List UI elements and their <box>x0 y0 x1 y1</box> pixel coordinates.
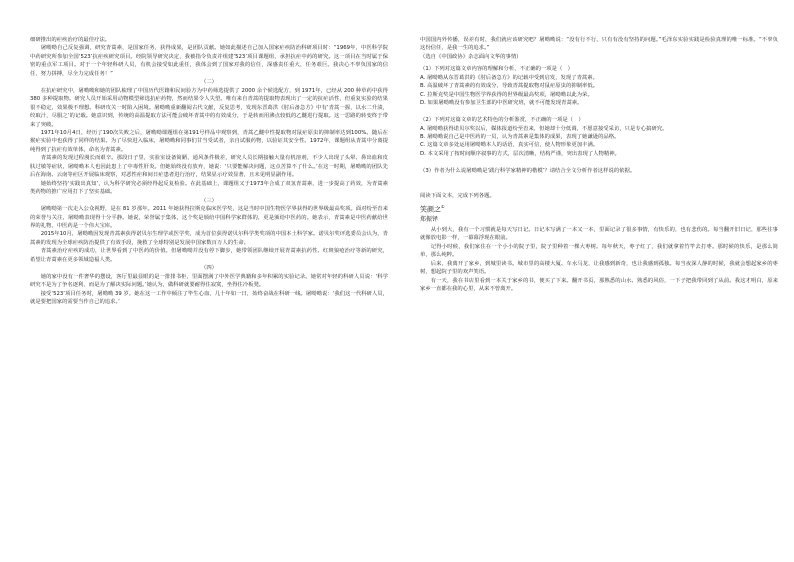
question-3-stem: （3）作者为什么说屠呦呦是‘践行科学家精神的楷模’？请结合全文分析作者这样说的依据。 <box>420 167 636 174</box>
piece-body <box>420 226 778 294</box>
paragraph: 青蒿素治疗疟疾的成功，让世界看到了中医药的价值。但屠呦呦并没有停下脚步，她带领团队继续开展青蒿素抗药性、红斑狼疮治疗等新的研究，希望让青蒿素在更多领域造福人类。 <box>30 248 388 263</box>
question-1-option-d: D. 如果屠呦呦没有参加卫生部的中医研究班，就不可能发现青蒿素。 <box>420 100 583 107</box>
question-1-option-a: A. 屠呦呦从东晋葛洪的《肘后备急方》的记载中受到启发，发现了青蒿素。 <box>420 74 598 81</box>
piece-title-footnote: ① <box>441 203 445 209</box>
paragraph: 1971年10月4日，经历了190次失败之后，屠呦呦课题组在第191号样品中观察到，青蒿乙醚中性提取物对鼠疟原虫的抑制率达到100%。随后在猴疟实验中也获得了同样的结果。为了尽快进入临床，屠呦呦和同事们甘当受试者，亲自试服药物，以验证其安全性。1972年，课题组从青蒿中分离提纯得到了抗疟有效单体，命名为青蒿素。 <box>30 129 388 153</box>
reading-excerpt-end <box>420 36 778 61</box>
paragraph: （选自《中国政协》杂志面向文华的事情） <box>420 53 522 60</box>
paragraph: 中国国内外传播，误差有时，我们就应该研究吧？屠呦呦说：“没有行不行，只有有没有坚持的问题。”毛泽东实验实践是检验真理的唯一标准。“不辜负这份信任，是我一生的追求。” <box>420 37 778 52</box>
question-2-options <box>420 125 778 159</box>
question-2-option-c: C. 这篇文章多处运用屠呦呦本人的话语，真实可信，使人物形象更加丰满。 <box>420 142 599 149</box>
question-1-stem: （1）下列对这篇文章内容的理解和分析，不正确的一项是（ ） <box>420 66 574 73</box>
paragraph: 2015年10月，屠呦呦因发现青蒿素获得诺贝尔生理学或医学奖，成为首位获得诺贝尔科学类奖项的中国本土科学家。诺贝尔奖评选委员会认为，青蒿素的发现为全球疟疾防治提供了有效手段，挽救了全球特别是发展中国家数百万人的生命。 <box>30 231 388 246</box>
piece-paragraph: 后来，我离开了家乡，到城里读书。城市里的高楼大厦、车水马龙，让我感到新奇，也让我感到孤独。每当夜深人静的时候，我就会想起家乡的枣树，想起院子里的欢声笑语。 <box>420 260 778 276</box>
paragraph: 她始终坚持‘实践出真知’，认为科学研究必须经得起反复检验。在此基础上，课题组又于1973年合成了双氢青蒿素，进一步提高了药效，为青蒿素类药物的推广应用打下了坚实基础。 <box>30 180 388 196</box>
question-3 <box>420 167 778 175</box>
question-1-options <box>420 74 778 108</box>
piece-title-text: 笑颜之 <box>420 204 441 213</box>
right-column <box>420 36 778 552</box>
piece-paragraph: 有一天，我在书店里看到一本关于家乡的书，便买了下来。翻开书页，那熟悉的山水、熟悉的风俗，一下子把我带回到了从前。我这才明白，原来家乡一直都在我的心里，从来不曾离开。 <box>420 277 778 293</box>
question-2 <box>420 116 778 158</box>
question-2-stem: （2）下列对这篇文章的艺术特色的分析鉴赏，不正确的一项是（ ） <box>420 117 584 124</box>
section-number: （四） <box>200 265 218 272</box>
paragraph: 她的家中没有一件奢华的摆设，客厅里最显眼的是一排排书柜，里面摆满了中外医学典籍和多年积累的实验记录。她常对年轻的科研人员说：‘科学研究不是为了争名逐利，而是为了解决实际问题。’她认为，做科研就要耐得住寂寞，坐得住冷板凳。 <box>30 273 388 289</box>
question-1-option-c: C. 拉斯克奖是中国生物医学界获得的世界级最高奖项，屠呦呦以此为荣。 <box>420 91 593 98</box>
paragraph: 接受‘523’项目任务时，屠呦呦 39 岁。她在这一工作中倾注了毕生心血，几十年如一日，始终奋战在科研一线。屠呦呦说：‘我们这一代科研人员，就是要把国家的需要当作自己的追求。’ <box>30 290 388 306</box>
question-2-option-d: D. 本文采用了按时间顺序叙事的方式，层次清晰，结构严谨，突出表现了人物精神。 <box>420 150 620 157</box>
paragraph: 青蒿素的发现过程漫长而艰辛。那段日子里，实验室设备简陋，通风条件极差，研究人员长期接触大量有机溶剂，不少人出现了头晕、鼻出血和皮肤过敏等症状，屠呦呦本人也因此患上了中毒性肝炎。但她始终没有放弃，她说：‘只要能解决问题，这点苦算不了什么。’在这一时期，屠呦呦的团队先后在海南、云南等疟区开展临床观察，对恶性疟和间日疟患者进行治疗，结果显示疗效显著，且未见明显副作用。 <box>30 155 388 179</box>
paragraph: 屠呦呦自己反复强调，研究青蒿素，是国家任务，获得成果，是团队贡献。她如此描述自己加入国家疟疾防治科研项目时：“1969年，中医科学院中药研究所参加全国‘523’抗疟疾研究项目。经院领导研究决定，我被指令负责并组建‘523’项目课题组，承担抗疟中药的研究。这一项目在当时属于保密的重点军工项目。对于一个年轻科研人员，有机会接受如此重任，我体会到了国家对我的信任，深感责任重大，任务艰巨。我决心不辜负国家的信任，努力拼搏，尽全力完成任务！” <box>30 45 388 77</box>
paragraph: 屠呦呦第一次走入公众视野，是在 81 岁那年。2011 年她获得拉斯克临床医学奖，这是当时中国生物医学界获得的世界级最高奖项。面对纷至沓来的荣誉与关注，屠呦呦表现得十分平静。她说，荣誉属于集体，这个奖是颁给中国科学家群体的，更是颁给中医药的。她表示，青蒿素是中医药献给世界的礼物，中医药是一个伟大宝库。 <box>30 206 388 229</box>
reading-prompt: 阅读下面文本，完成下列各题。 <box>420 193 495 200</box>
paragraph: 在抗疟研究中，屠呦呦和她的团队梳理了中国历代医籍和民间验方为中药筛选提供了 2000 余个候选配方，到 1971年，已经从 200 种草药中获得 380 多种提取物。研究人员开始采用动物模型筛选抗疟药物，然而结果令人失望。唯有来自青蒿的提取物表现出了一定的抗疟活性，但重复实验的结果很不稳定，效果极不理想。科研攻关一时陷入困境。屠呦呦重新翻阅古代文献，反复思考，发现东晋葛洪《肘后备急方》中有‘青蒿一握，以水二升渍，绞取汁，尽服之’的记载。她意识到，传统的高温提取方法可能会破坏青蒿中的有效成分，于是转而用沸点较低的乙醚进行提取。这一思路的转变终于带来了突破。 <box>30 87 388 128</box>
section-number: （二） <box>200 79 218 86</box>
question-2-option-b: B. 屠呦呦说自己是中医药的一员，认为青蒿素是集体的成果，表现了她谦逊的品格。 <box>420 133 620 140</box>
question-1-option-b: B. 高温破坏了青蒿素的有效成分，导致青蒿提取物对鼠疟原虫的抑制率低。 <box>420 83 599 90</box>
section-number: （三） <box>200 197 218 204</box>
piece-paragraph: 记得小时候，我们家住在一个小小的院子里，院子里种着一棵大枣树。每年秋天，枣子红了，我们就拿着竹竿去打枣。那时候的快乐，是那么简单，那么纯粹。 <box>420 243 778 259</box>
left-column <box>30 36 388 552</box>
piece-paragraph: 从小到大，我有一个习惯就是每天写日记。日记本写满了一本又一本，里面记录了很多事情，有快乐的，也有悲伤的。每当翻开旧日记，那些往事就像放电影一样，一幕幕浮现在眼前。 <box>420 226 778 242</box>
question-1 <box>420 65 778 107</box>
question-2-option-a: A. 屠呦呦获得诺贝尔奖以后，媒体报道纷至沓来，但她却十分低调，不愿意接受采访，只是专心搞研究。 <box>420 125 668 132</box>
piece-author: 郑振铎 <box>420 216 439 224</box>
paragraph: 细研推出的疟疾治疗的最佳疗法。 <box>30 37 111 43</box>
piece-title <box>420 202 778 215</box>
